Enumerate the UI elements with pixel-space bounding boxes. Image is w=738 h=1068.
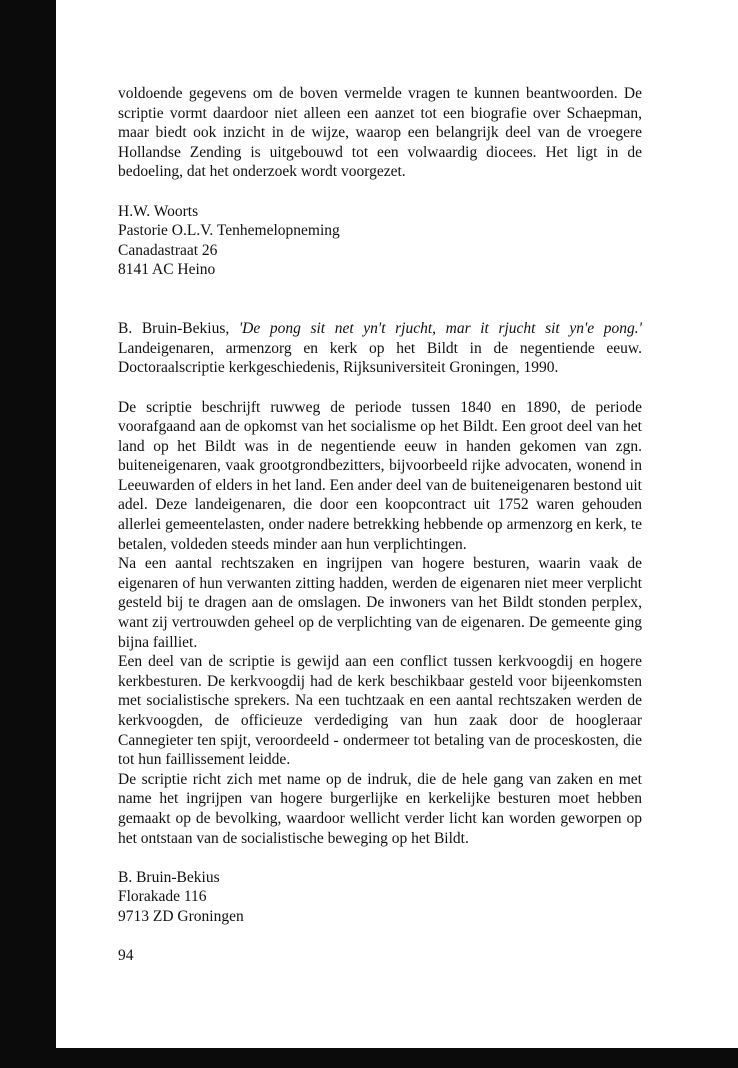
- scan-border-left: [0, 0, 56, 1068]
- scan-border-bottom: [0, 1048, 738, 1068]
- reviewer-name: H.W. Woorts: [118, 202, 199, 220]
- citation-title: 'De pong sit net yn't rjucht, mar it rjucht sit yn'e pong.': [238, 320, 642, 338]
- intro-paragraph: voldoende gegevens om de boven vermelde vragen te kunnen beantwoorden. De scriptie vormt daardoor niet alleen een aanzet tot een biografie over Schaepman, maar biedt ook inzicht in de wijze, waarop een belangrijk deel van de vroegere Hollandse Zending is uitgebouwd tot een volwaardig diocees. Het ligt in de bedoeling, dat het onderzoek wordt voorgezet.: [118, 85, 642, 181]
- address-line: 8141 AC Heino: [118, 261, 216, 279]
- address-line: Pastorie O.L.V. Tenhemelopneming: [118, 222, 340, 240]
- address-line: 9713 ZD Groningen: [118, 907, 244, 925]
- citation-author: B. Bruin-Bekius,: [118, 320, 239, 338]
- body-paragraph: De scriptie richt zich met name op de indruk, die de hele gang van zaken en met name het ingrijpen van hogere burgerlijke en kerkelijke besturen moet hebben gemaakt op de bevolking, waardoor wellicht verder licht kan worden geworpen op het ontstaan van de socialistische beweging op het Bildt.: [118, 770, 642, 847]
- body-paragraph: Na een aantal rechtszaken en ingrijpen van hogere besturen, waarin vaak de eigenaren of hun verwanten zitting hadden, werden de eigenaren niet meer verplicht gesteld bij te dragen aan de omslagen. De inwoners van het Bildt stonden perplex, want zij vertrouwden geheel op de verplichting van de eigenaren. De gemeente ging bijna failliet.: [118, 555, 642, 651]
- address-line: Florakade 116: [118, 888, 207, 906]
- citation: [118, 319, 642, 378]
- address-line: Canadastraat 26: [118, 241, 218, 259]
- page-number: 94: [118, 947, 134, 964]
- reviewer-name: B. Bruin-Bekius: [118, 868, 220, 886]
- reviewer-address-1: [118, 202, 642, 280]
- citation-rest: Landeigenaren, armenzorg en kerk op het Bildt in de negentiende eeuw. Doctoraalscriptie kerkgeschiedenis, Rijksuniversiteit Groningen, 1990.: [118, 339, 642, 377]
- page-content: [118, 84, 642, 927]
- body-paragraph: De scriptie beschrijft ruwweg de periode tussen 1840 en 1890, de periode voorafgaand aan de opkomst van het socialisme op het Bildt. Een groot deel van het land op het Bildt was in de negentiende eeuw in handen gekomen van zgn. buiteneigenaren, vaak grootgrondbezitters, bijvoorbeeld rijke advocaten, wonend in Leeuwarden of elders in het land. Een ander deel van de buiteneigenaren bestond uit adel. Deze landeigenaren, die door een koopcontract uit 1752 waren gehouden allerlei gemeentelasten, onder nadere betrekking hebbende op armenzorg en kerk, te betalen, voldeden steeds minder aan hun verplichtingen.: [118, 398, 642, 553]
- reviewer-address-2: [118, 868, 642, 927]
- body-paragraph: Een deel van de scriptie is gewijd aan een conflict tussen kerkvoogdij en hogere kerkbesturen. De kerkvoogdij had de kerk beschikbaar gesteld voor bijeenkomsten met socialistische sprekers. Na een tuchtzaak en een aantal rechtszaken werden de kerkvoogden, de officieuze verdediging van hun zaak door de hoogleraar Cannegieter ten spijt, veroordeeld - ondermeer tot betaling van de proceskosten, die tot hun faillissement leidde.: [118, 653, 642, 769]
